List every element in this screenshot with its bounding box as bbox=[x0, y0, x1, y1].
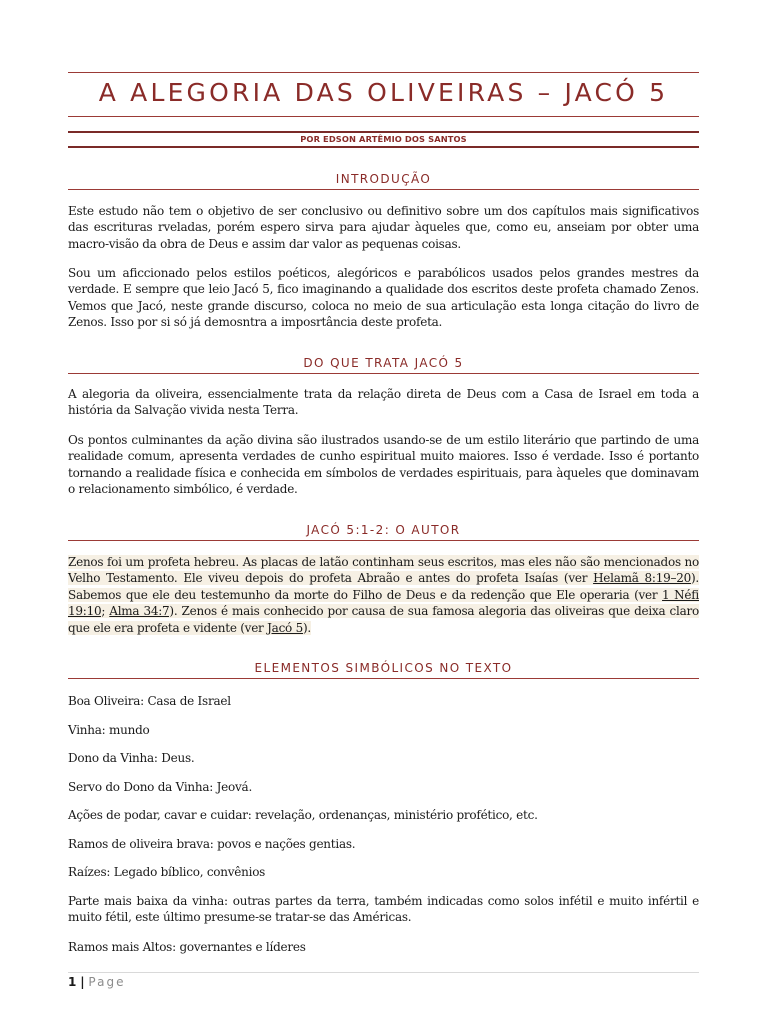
zenos-text-5: ). bbox=[302, 620, 311, 635]
footer-rule bbox=[68, 972, 699, 973]
list-item: Vinha: mundo bbox=[68, 723, 150, 737]
title-top-rule bbox=[68, 72, 699, 73]
page-footer bbox=[68, 975, 125, 989]
page-label: Page bbox=[88, 975, 126, 989]
section-heading-o-autor: JACÓ 5:1-2: O AUTOR bbox=[68, 523, 699, 541]
intro-paragraph-2: Sou um aficcionado pelos estilos poéticos, alegóricos e parabólicos usados pelos grandes mestres da verdade. E sempre que leio Jacó 5, fico imaginando a qualidade dos escritos deste profeta chamado Zenos. Vemos que Jacó, neste grande discurso, coloca no meio de sua articulação esta longa citação do livro de Zenos. Isso por si só já demosntra a imposrtância deste profeta. bbox=[68, 266, 699, 330]
ref-link-alma[interactable]: Alma 34:7 bbox=[109, 604, 170, 619]
byline-bottom-rule bbox=[68, 146, 699, 148]
trata-paragraph-2: Os pontos culminantes da ação divina são ilustrados usando-se de um estilo literário que partindo de uma realidade comum, apresenta verdades de cunho espiritual muito maiores. Isso é verdade. Isso é portanto tornando a realidade física e conhecida em símbolos de verdades espirituais, para àqueles que dominavam o relacionamento simbólico, é verdade. bbox=[68, 433, 699, 497]
author-byline: POR EDSON ARTÊMIO DOS SANTOS bbox=[300, 134, 467, 144]
list-item: Ramos mais Altos: governantes e líderes bbox=[68, 940, 306, 954]
zenos-paragraph bbox=[68, 554, 699, 636]
title-bottom-rule bbox=[68, 116, 699, 117]
list-item: Raízes: Legado bíblico, convênios bbox=[68, 865, 266, 879]
section-heading-do-que-trata: DO QUE TRATA JACÓ 5 bbox=[68, 356, 699, 374]
section-heading-introducao: INTRODUÇÃO bbox=[68, 172, 699, 190]
intro-paragraph-1: Este estudo não tem o objetivo de ser conclusivo ou definitivo sobre um dos capítulos mais significativos das escrituras rveladas, porém espero sirva para ajudar àqueles que, como eu, anseiam por obter uma macro-visão da obra de Deus e assim dar valor as pequenas coisas. bbox=[68, 204, 699, 251]
page-number: 1 bbox=[68, 975, 77, 989]
list-item: Dono da Vinha: Deus. bbox=[68, 751, 195, 765]
ref-link-1nefi[interactable]: 1 Néfi 19:10 bbox=[68, 587, 699, 619]
list-item: Ações de podar, cavar e cuidar: revelação, ordenanças, ministério profético, etc. bbox=[68, 808, 538, 822]
list-item: Parte mais baixa da vinha: outras partes da terra, também indicadas como solos infétil e muito infértil e muito fétil, este último presume-se tratar-se das Américas. bbox=[68, 894, 699, 925]
byline-top-rule bbox=[68, 131, 699, 133]
zenos-text-3: ; bbox=[101, 604, 110, 619]
footer-separator: | bbox=[80, 975, 85, 989]
list-item: Ramos de oliveira brava: povos e nações gentias. bbox=[68, 837, 356, 851]
zenos-text-1: Zenos foi um profeta hebreu. As placas de latão continham seus escritos, mas eles não são mencionados no Velho Testamento. Ele viveu depois do profeta Abraão e antes do profeta Isaías (ver bbox=[68, 555, 699, 586]
ref-link-jaco5[interactable]: Jacó 5 bbox=[267, 620, 303, 635]
zenos-text-4: ). Zenos é mais conhecido por causa de sua famosa alegoria das oliveiras que deixa claro que ele era profeta e vidente (ver bbox=[68, 604, 699, 635]
document-title: A ALEGORIA DAS OLIVEIRAS – JACÓ 5 bbox=[98, 78, 669, 107]
trata-paragraph-1: A alegoria da oliveira, essencialmente trata da relação direta de Deus com a Casa de Israel em toda a história da Salvação vivida nesta Terra. bbox=[68, 387, 699, 418]
list-item: Servo do Dono da Vinha: Jeová. bbox=[68, 780, 253, 794]
ref-link-helama[interactable]: Helamã 8:19–20 bbox=[593, 571, 691, 586]
section-heading-elementos: ELEMENTOS SIMBÓLICOS NO TEXTO bbox=[68, 661, 699, 679]
zenos-text-2: ). Sabemos que ele deu testemunho da morte do Filho de Deus e da redenção que Ele operaria (ver bbox=[68, 571, 699, 602]
list-item: Boa Oliveira: Casa de Israel bbox=[68, 694, 231, 708]
